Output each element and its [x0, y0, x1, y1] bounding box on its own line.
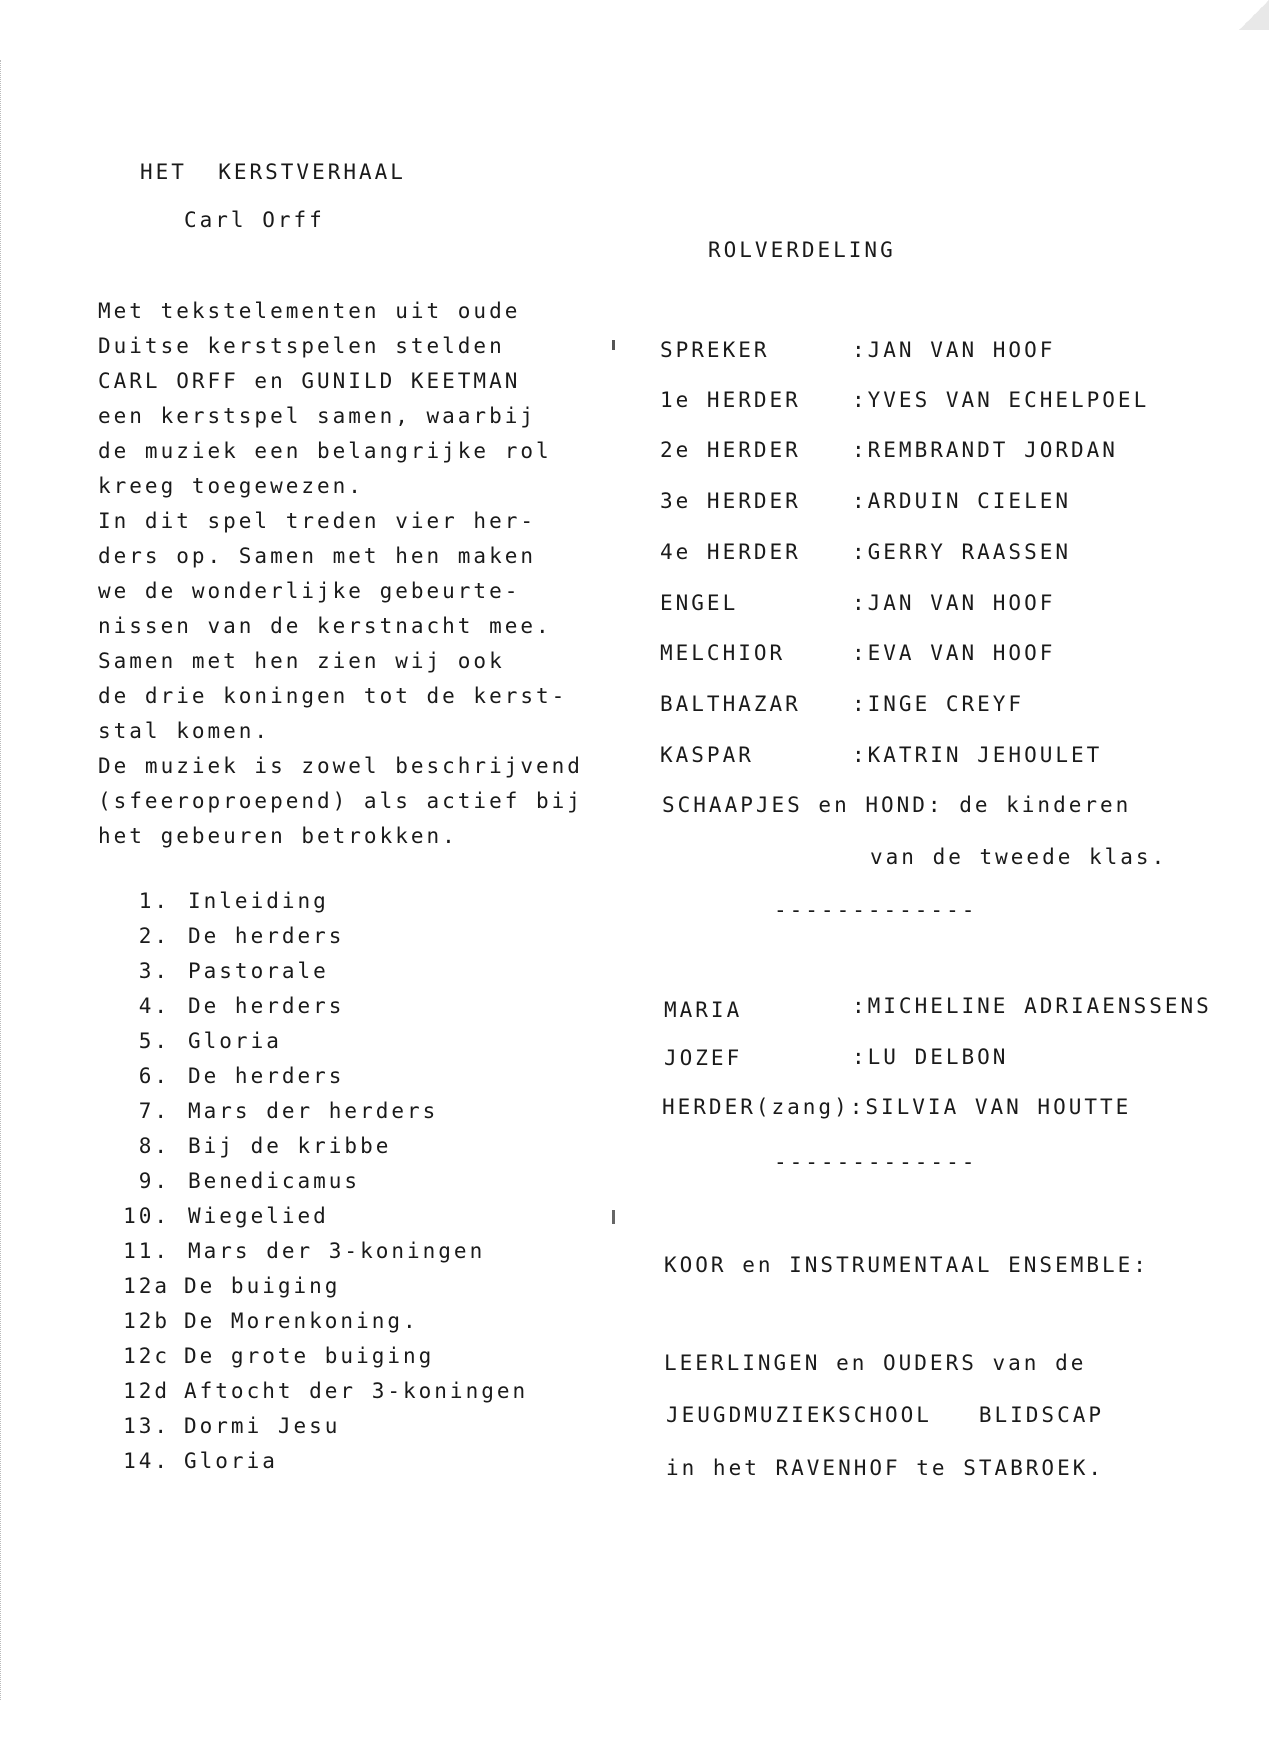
program-number: 3. [138, 959, 170, 983]
role-name: 3e HERDER [660, 489, 801, 513]
role-name: ENGEL [660, 591, 739, 615]
role-actor: :INGE CREYF [852, 692, 1025, 716]
program-number: 7. [138, 1099, 170, 1123]
intro-line: we de wonderlijke gebeurte- [98, 579, 521, 603]
role-actor: :MICHELINE ADRIAENSSENS [852, 994, 1212, 1018]
program-number: 1. [138, 889, 170, 913]
program-title: De grote buiging [184, 1344, 435, 1368]
program-number: 8. [138, 1134, 170, 1158]
left-edge-marks [0, 60, 11, 1700]
separator: ------------- [774, 1150, 978, 1174]
composer-name: Carl Orff [184, 208, 325, 232]
program-title: Benedicamus [188, 1169, 361, 1193]
intro-line: Met tekstelementen uit oude [98, 299, 521, 323]
intro-line: De muziek is zowel beschrijvend [98, 754, 583, 778]
program-number: 2. [138, 924, 170, 948]
program-title: Wiegelied [188, 1204, 329, 1228]
intro-line: Samen met hen zien wij ook [98, 649, 505, 673]
program-number: 13. [123, 1414, 170, 1438]
role-name: 4e HERDER [660, 540, 801, 564]
intro-line: ders op. Samen met hen maken [98, 544, 537, 568]
doc-title: HET KERSTVERHAAL [140, 160, 406, 184]
intro-line: stal komen. [98, 719, 271, 743]
ensemble-heading: KOOR en INSTRUMENTAAL ENSEMBLE: [664, 1253, 1149, 1277]
program-number: 11. [123, 1239, 170, 1263]
program-title: Bij de kribbe [188, 1134, 392, 1158]
separator: ------------- [774, 898, 978, 922]
intro-line: het gebeuren betrokken. [98, 824, 458, 848]
sheep-line: SCHAAPJES en HOND: de kinderen [662, 793, 1132, 817]
program-number: 12d [123, 1379, 170, 1403]
program-number: 12b [123, 1309, 170, 1333]
program-title: Dormi Jesu [184, 1414, 341, 1438]
program-title: Pastorale [188, 959, 329, 983]
role-actor: :ARDUIN CIELEN [852, 489, 1072, 513]
program-title: Mars der 3-koningen [188, 1239, 486, 1263]
role-name: MARIA [664, 998, 743, 1022]
program-title: Aftocht der 3-koningen [184, 1379, 529, 1403]
program-title: De buiging [184, 1274, 341, 1298]
roles-heading: ROLVERDELING [708, 238, 896, 262]
program-number: 5. [138, 1029, 170, 1053]
role-actor: :KATRIN JEHOULET [852, 743, 1103, 767]
role-actor: :JAN VAN HOOF [852, 591, 1056, 615]
intro-line: In dit spel treden vier her- [98, 509, 537, 533]
role-actor: :EVA VAN HOOF [852, 641, 1056, 665]
footer-line: LEERLINGEN en OUDERS van de [664, 1351, 1087, 1375]
program-title: Gloria [184, 1449, 278, 1473]
program-number: 12c [123, 1344, 170, 1368]
role-actor: :JAN VAN HOOF [852, 338, 1056, 362]
intro-line: nissen van de kerstnacht mee. [98, 614, 552, 638]
program-title: Gloria [188, 1029, 282, 1053]
program-title: De Morenkoning. [184, 1309, 419, 1333]
footer-line: in het RAVENHOF te STABROEK. [666, 1456, 1105, 1480]
page-corner [1239, 0, 1269, 30]
program-number: 14. [123, 1449, 170, 1473]
role-name: SPREKER [660, 338, 770, 362]
intro-line: CARL ORFF en GUNILD KEETMAN [98, 369, 521, 393]
role-name: KASPAR [660, 743, 754, 767]
intro-line: de drie koningen tot de kerst- [98, 684, 568, 708]
program-number: 12a [123, 1274, 170, 1298]
program-title: De herders [188, 994, 345, 1018]
role-actor: :YVES VAN ECHELPOEL [852, 388, 1150, 412]
program-title: Inleiding [188, 889, 329, 913]
role-name: BALTHAZAR [660, 692, 801, 716]
program-number: 9. [138, 1169, 170, 1193]
program-title: Mars der herders [188, 1099, 439, 1123]
intro-line: (sfeeroproepend) als actief bij [98, 789, 583, 813]
program-title: De herders [188, 924, 345, 948]
intro-line: de muziek een belangrijke rol [98, 439, 552, 463]
role-actor: :REMBRANDT JORDAN [852, 438, 1118, 462]
program-number: 6. [138, 1064, 170, 1088]
role-name: MELCHIOR [660, 641, 786, 665]
role-name: 1e HERDER [660, 388, 801, 412]
role-name: JOZEF [664, 1046, 743, 1070]
intro-line: kreeg toegewezen. [98, 474, 364, 498]
program-title: De herders [188, 1064, 345, 1088]
program-number: 4. [138, 994, 170, 1018]
sheep-line: van de tweede klas. [870, 845, 1168, 869]
intro-line: Duitse kerstspelen stelden [98, 334, 505, 358]
role-actor: :LU DELBON [852, 1045, 1009, 1069]
herder-zang-line: HERDER(zang):SILVIA VAN HOUTTE [662, 1095, 1132, 1119]
role-name: 2e HERDER [660, 438, 801, 462]
footer-line: JEUGDMUZIEKSCHOOL BLIDSCAP [666, 1403, 1105, 1427]
fold-mark [612, 1210, 615, 1224]
role-actor: :GERRY RAASSEN [852, 540, 1072, 564]
program-number: 10. [123, 1204, 170, 1228]
fold-mark [612, 340, 615, 350]
intro-line: een kerstspel samen, waarbij [98, 404, 537, 428]
